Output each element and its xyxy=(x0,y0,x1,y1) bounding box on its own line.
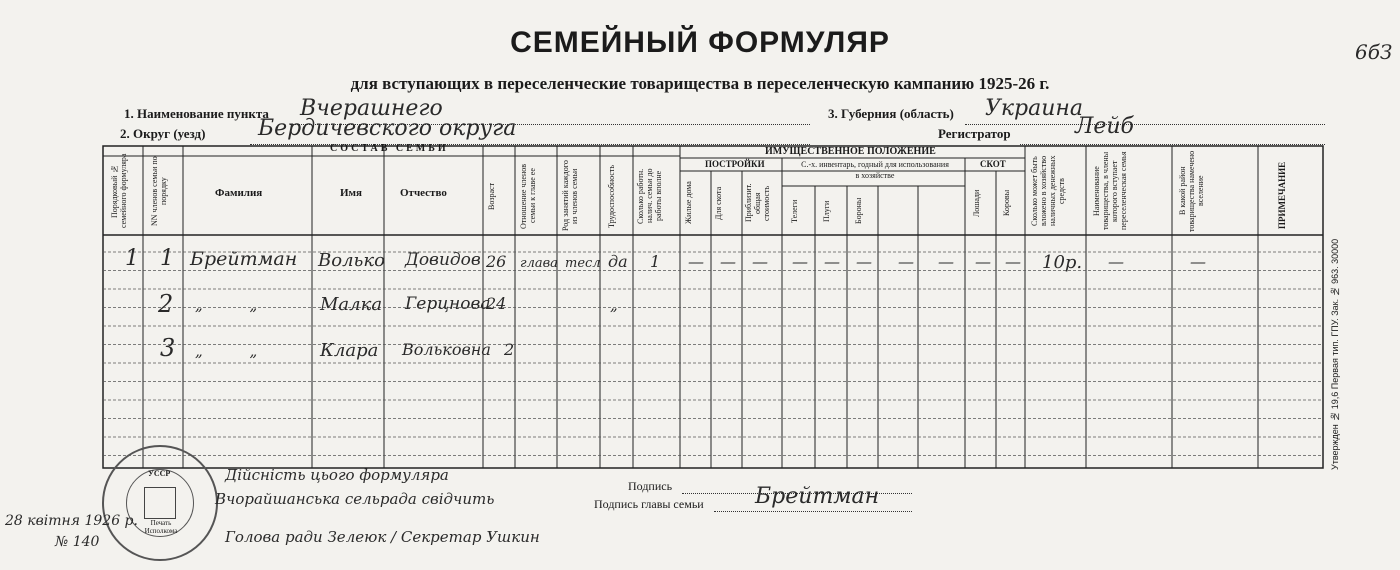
gubernia-label: 3. Губерния (область) xyxy=(828,106,954,121)
col-ploughs: Плуги xyxy=(822,200,831,222)
point-value: Вчерашнего xyxy=(300,96,443,121)
row-member-no: 2 xyxy=(158,290,174,318)
col-houses: Жилые дома xyxy=(684,181,693,225)
row-form-no: 1 xyxy=(125,246,139,271)
head-sign-line xyxy=(714,511,912,512)
dash-mark: — xyxy=(720,252,736,271)
row-relation: глава xyxy=(520,256,558,271)
col-member-no: NN членов семьи по порядку xyxy=(150,156,168,226)
row-patronymic: Вольковна xyxy=(402,340,491,359)
sign-label: Подпись xyxy=(628,479,673,493)
row-patronymic: Довидов xyxy=(405,250,481,270)
col-partnership: Наименование товарищества, в члены которого вступает переселенческая семья xyxy=(1092,151,1128,231)
stamp-center-text: Печать Исполкома xyxy=(144,519,178,535)
col-value: Приблизит. общая стоимость xyxy=(744,183,771,223)
row-patronymic: Герцнова xyxy=(405,294,491,314)
row-ability: „ xyxy=(610,296,618,314)
col-region: В какой район товарищества намечено вселение xyxy=(1178,150,1205,232)
row-capital: 10р. xyxy=(1042,252,1083,273)
dash-mark: — xyxy=(688,252,704,271)
corner-number: 6бЗ xyxy=(1355,40,1393,64)
col-age: Возраст xyxy=(487,182,496,210)
certification-line-2: Вчорайшанська сельрада свідчить xyxy=(215,490,495,508)
dash-mark: — xyxy=(1190,252,1206,271)
certification-number: № 140 xyxy=(55,534,100,550)
col-capital: Сколько может быть вложено в хозяйство наличных денежных средств xyxy=(1030,155,1066,227)
row-workers: 1 xyxy=(650,252,661,271)
col-workers: Сколько работн. налич. семьи до работы вполне xyxy=(636,168,663,224)
row-surname: Брейтман xyxy=(190,248,298,270)
dash-mark: — xyxy=(752,252,768,271)
certification-line-3: Голова ради Зелеюк / Секретар Ушкин xyxy=(225,528,540,546)
row-age: 24 xyxy=(486,294,507,313)
family-composition-header: СОСТАВ СЕМЬИ xyxy=(330,143,449,154)
row-surname: „ „ xyxy=(195,342,258,360)
dash-mark: — xyxy=(938,252,954,271)
head-sign-label: Подпись главы семьи xyxy=(594,497,704,511)
document-subtitle: для вступающих в переселенческие товарищества в переселенческую кампанию 1925-26 г. xyxy=(350,74,1050,93)
row-name: Клара xyxy=(320,340,379,361)
col-surname: Фамилия xyxy=(215,187,263,199)
registrar-value: Лейб xyxy=(1075,114,1134,139)
okrug-value: Бердичевского округа xyxy=(258,116,517,141)
col-harrows: Бороны xyxy=(854,197,863,225)
dash-mark: — xyxy=(898,252,914,271)
col-cows: Коровы xyxy=(1002,189,1011,217)
buildings-header: ПОСТРОЙКИ xyxy=(705,159,765,169)
row-age: 26 xyxy=(486,252,507,271)
row-age: 2 xyxy=(504,340,515,359)
col-notes: ПРИМЕЧАНИЕ xyxy=(1277,161,1287,229)
property-header: ИМУЩЕСТВЕННОЕ ПОЛОЖЕНИЕ xyxy=(765,146,936,157)
col-ability: Трудоспособность xyxy=(607,164,616,228)
dash-mark: — xyxy=(1005,252,1021,271)
dash-mark: — xyxy=(792,252,808,271)
col-occupation: Род занятий каждого из членов семьи xyxy=(561,160,579,232)
row-member-no: 1 xyxy=(160,246,174,271)
okrug-label: 2. Округ (уезд) xyxy=(120,126,206,141)
head-sign-value: Брейтман xyxy=(755,484,880,509)
row-member-no: 3 xyxy=(160,334,176,362)
row-name: Волько xyxy=(318,250,385,271)
stamp-top-text: УССР xyxy=(148,469,171,478)
stamp-emblem xyxy=(144,487,176,519)
document-title: СЕМЕЙНЫЙ ФОРМУЛЯР xyxy=(510,26,890,59)
registrar-label: Регистратор xyxy=(938,126,1011,141)
certification-date: 28 квітня 1926 р. xyxy=(5,513,138,529)
row-ability: да xyxy=(608,252,628,271)
livestock-header: СКОТ xyxy=(980,159,1006,169)
inventory-header: С.-х. инвентарь, годный для использования в хозяйстве xyxy=(801,160,949,180)
dash-mark: — xyxy=(824,252,840,271)
official-stamp xyxy=(102,445,218,561)
col-cattle-sheds: Для скота xyxy=(714,186,723,220)
col-horses: Лошади xyxy=(972,189,981,217)
gubernia-value: Украина xyxy=(985,96,1084,121)
dash-mark: — xyxy=(856,252,872,271)
dash-mark: — xyxy=(975,252,991,271)
col-patronymic: Отчество xyxy=(400,187,447,199)
dash-mark: — xyxy=(1108,252,1124,271)
print-note: Утвержден № 19,6 Первая тип. ГПУ. Зак. № 963. 30000 xyxy=(1330,238,1340,470)
col-form-no: Порядковый № семейного формуляра xyxy=(110,153,128,229)
row-occupation: тесл xyxy=(565,256,601,271)
point-label: 1. Наименование пункта xyxy=(124,106,269,121)
certification-line-1: Дійсність цього формуляра xyxy=(225,466,449,484)
col-name: Имя xyxy=(340,187,362,199)
col-relation: Отношение членов семьи к главе ее xyxy=(519,163,537,229)
row-surname: „ „ xyxy=(195,296,258,314)
col-carts: Телеги xyxy=(790,199,799,223)
row-name: Малка xyxy=(320,294,383,315)
